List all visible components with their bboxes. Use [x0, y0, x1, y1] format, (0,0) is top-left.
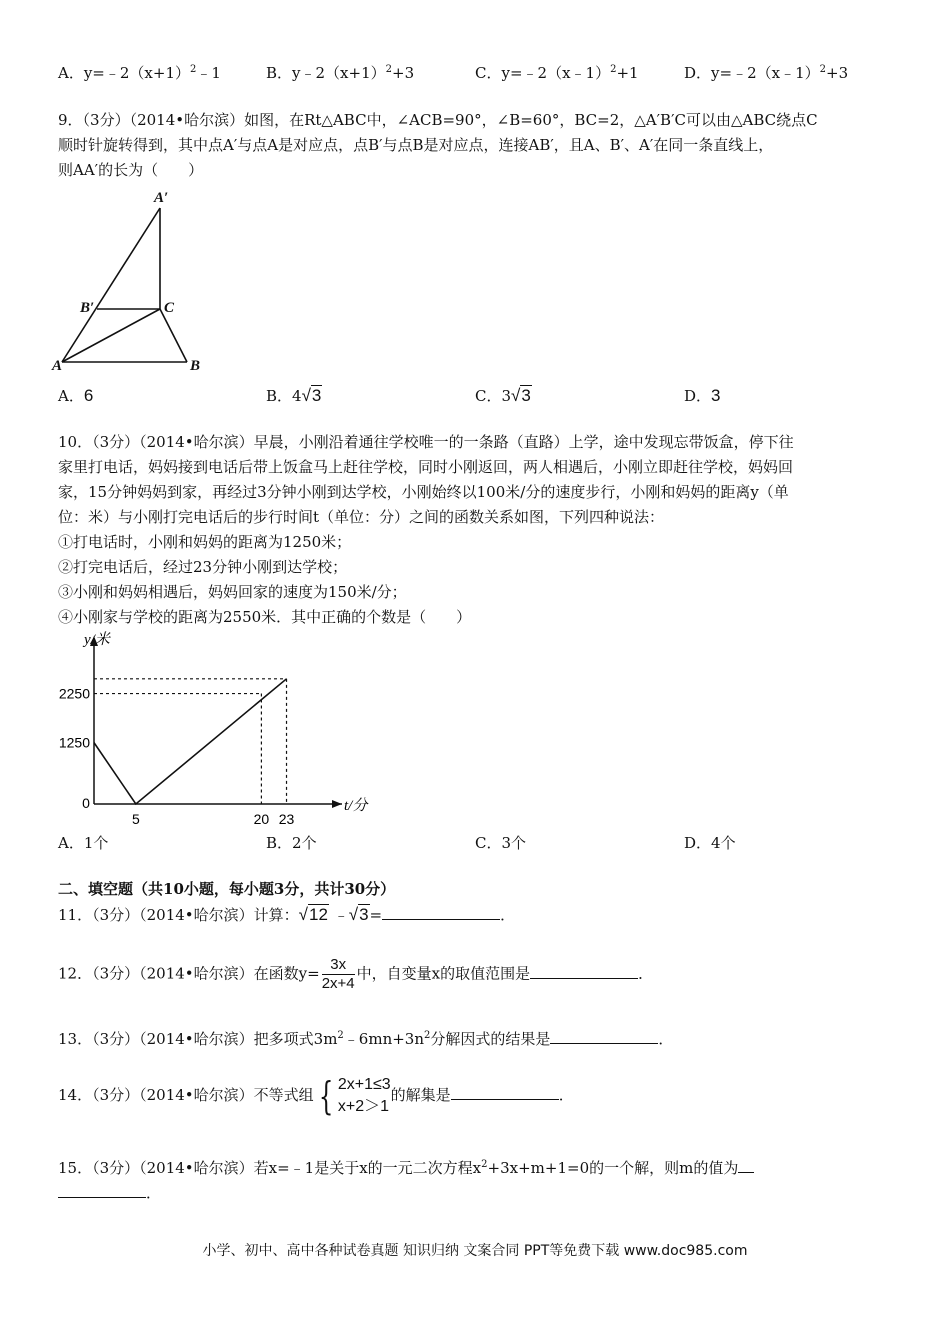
q10-distance-time-chart	[50, 630, 368, 830]
q13: 13．（3分）（2014•哈尔滨）把多项式$3m^2﹣6mn+3n^2$分解因式的结果是 ．	[58, 1030, 674, 1048]
q10-option-a: A．1个	[58, 834, 109, 852]
label-c: C	[164, 300, 175, 316]
label-a-prime: A′	[154, 190, 169, 206]
q10-option-c: C．3个	[475, 834, 527, 852]
q10-statement-4: ④小刚家与学校的距离为2550米．其中正确的个数是（ ）	[58, 608, 472, 626]
q14: 14．（3分）（2014•哈尔滨）不等式组 { 2x+1≤3 x+2＞1 的解集是 ．	[58, 1074, 574, 1118]
q9-option-a: A．6	[58, 386, 94, 405]
q9-stem: 9．（3分）（2014•哈尔滨）如图，在Rt△ABC中，∠ACB=90°，∠B=60°，BC=2，△A′B′C可以由△ABC绕点C 顺时针旋转得到，其中点A′与点A是对应点，点B′与点B是对应点，连接AB′，且A、B′、A′在同一条直线上， 则AA′的长为（ ）	[58, 111, 818, 179]
label-b: B	[190, 358, 201, 374]
q10-option-d: D．4个	[684, 834, 736, 852]
y-tick-label: 2250	[58, 685, 90, 702]
x-tick-label: 20	[253, 811, 270, 827]
x-axis-arrow	[332, 800, 342, 808]
q10-statement-2: ②打完电话后，经过23分钟小刚到达学校；	[58, 558, 348, 576]
q9-triangle-figure	[50, 188, 220, 378]
line-c-b	[160, 309, 187, 362]
y-tick-label: 1250	[58, 734, 90, 751]
label-a: A	[52, 358, 63, 374]
q15: 15．（3分）（2014•哈尔滨）若x=﹣1是关于x的一元二次方程$x^2+3x+m+1=0$的一个解，则m的值为 ．	[58, 1152, 898, 1206]
q12: 12．（3分）（2014•哈尔滨）在函数y= $\frac{3x}{2x+4}$ 中，自变量x的取值范围是 ．	[58, 956, 654, 992]
q9-option-d: D．3	[684, 386, 721, 405]
line-a-c	[62, 309, 160, 362]
q8-option-d: D．y=﹣2（x﹣1）$^2$+3	[684, 64, 849, 82]
q9-option-b: B．4√3	[266, 386, 322, 405]
label-b-prime: B′	[80, 300, 95, 316]
x-tick-label: 5	[131, 811, 140, 827]
section-2-heading: 二、填空题（共10小题，每小题3分，共计30分）	[58, 880, 396, 898]
x-tick-label: 23	[278, 811, 295, 827]
line-a-aprime	[62, 208, 160, 362]
q8-option-c: C．y=﹣2（x﹣1）$^2$+1	[475, 64, 639, 82]
y-axis-label: y/米	[84, 632, 110, 648]
q8-option-b: B．$y﹣2(x+1)^2+3$	[266, 64, 415, 82]
q10-statement-1: ①打电话时，小刚和妈妈的距离为1250米；	[58, 533, 352, 551]
q11: 11．（3分）（2014•哈尔滨）计算：√12 ﹣√3= ．	[58, 905, 516, 924]
x-tick-label: 0	[82, 795, 90, 811]
q10-option-b: B．2个	[266, 834, 317, 852]
q10-statement-3: ③小刚和妈妈相遇后，妈妈回家的速度为150米/分；	[58, 583, 407, 601]
q8-option-a: A．$y=﹣2(x+1)^2﹣1$	[58, 64, 221, 82]
q10-stem: 10．（3分）（2014•哈尔滨）早晨，小刚沿着通往学校唯一的一条路（直路）上学，途中发现忘带饭盒，停下往 家里打电话，妈妈接到电话后带上饭盒马上赶往学校，同时小刚返回，两人相遇后，小刚立即赶往学校，妈妈回 家，15分钟妈妈到家，再经过3分钟小刚到达学校，小刚始终以100米/分的速度步行，小刚和妈妈的距离y（单 位：米）与小刚打完电话后的步行时间t（单位：分）之间的函数关系如图，下列四种说法： ①打电话时，小刚和妈妈的距离为1250米； ②打完电话后，经过23分钟小刚到达学校； ③小刚和妈妈相遇后，妈妈回家的速度为150米/分； ④小刚家与学校的距离为2550米．其中正确的个数是（ ）	[58, 430, 898, 630]
q9-option-c: C．3√3	[475, 386, 531, 405]
series-line	[94, 679, 287, 804]
x-axis-label: t/分	[344, 798, 368, 814]
page-footer: 小学、初中、高中各种试卷真题 知识归纳 文案合同 PPT等免费下载 www.doc985.com	[202, 1243, 748, 1259]
